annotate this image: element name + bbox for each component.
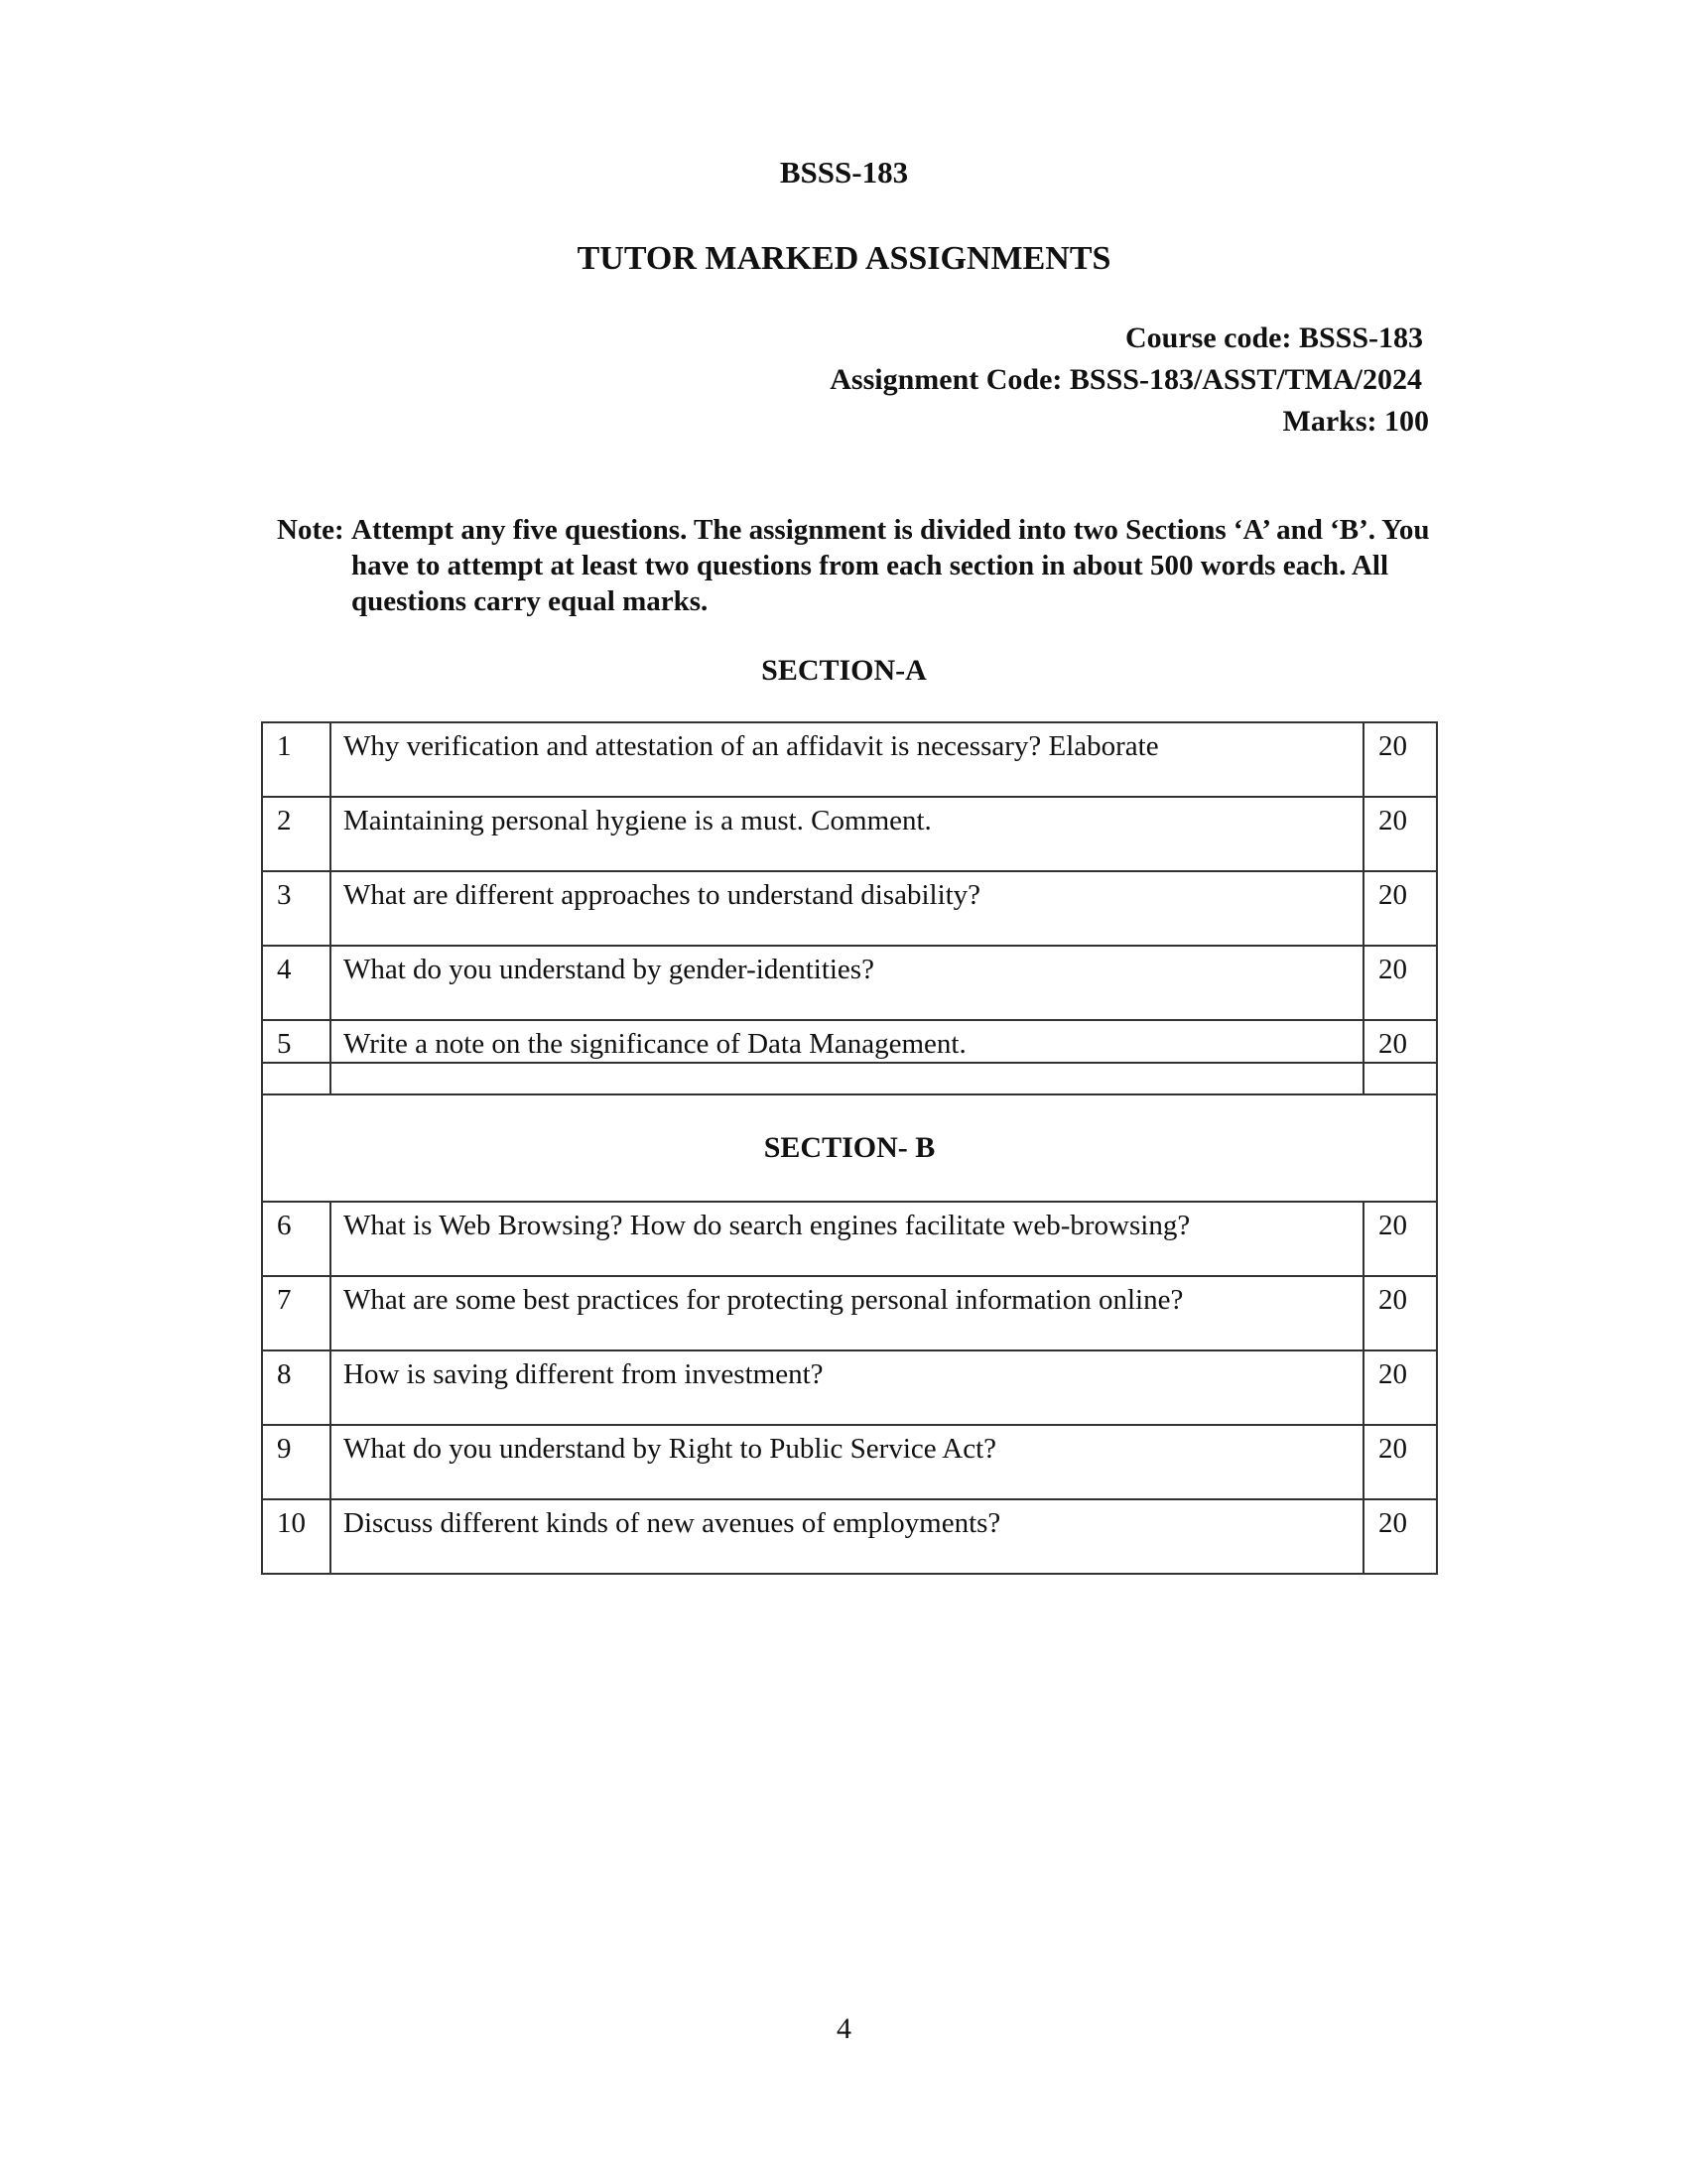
table-row — [262, 1499, 1437, 1574]
question-number: 9 — [262, 1425, 330, 1499]
empty-cell — [1363, 1063, 1437, 1094]
question-number: 1 — [262, 722, 330, 797]
empty-cell — [330, 1063, 1363, 1094]
course-code: Course code: BSSS-183 — [1124, 321, 1423, 354]
note-label: Note: — [277, 514, 344, 546]
section-b-title: SECTION- B — [262, 1094, 1437, 1202]
question-number: 7 — [262, 1276, 330, 1350]
section-header-row — [262, 1094, 1437, 1202]
question-text: Maintaining personal hygiene is a must. Comment. — [330, 797, 1363, 871]
page-title: TUTOR MARKED ASSIGNMENTS — [577, 240, 1111, 277]
page-number: 4 — [837, 2012, 851, 2045]
question-marks: 20 — [1363, 946, 1437, 1020]
note-text: Attempt any five questions. The assignment is divided into two Sections ‘A’ and ‘B’. You have to attempt at least two questions from each section in about 500 words each. All questions carry equal marks. — [351, 514, 1430, 617]
question-marks: 20 — [1363, 1020, 1437, 1063]
question-marks: 20 — [1363, 722, 1437, 797]
course-code-heading: BSSS-183 — [779, 155, 909, 190]
question-number: 3 — [262, 871, 330, 946]
question-number: 10 — [262, 1499, 330, 1574]
question-text: What are some best practices for protecting personal information online? — [330, 1276, 1363, 1350]
total-marks: Marks: 100 — [1282, 405, 1429, 438]
table-row — [262, 946, 1437, 1020]
table-row — [262, 1276, 1437, 1350]
question-text: What are different approaches to understand disability? — [330, 871, 1363, 946]
table-row — [262, 797, 1437, 871]
question-number: 8 — [262, 1350, 330, 1425]
empty-cell — [262, 1063, 330, 1094]
table-row — [262, 1020, 1437, 1063]
question-number: 4 — [262, 946, 330, 1020]
table-row — [262, 871, 1437, 946]
question-text: Write a note on the significance of Data Management. — [330, 1020, 1363, 1063]
question-text: How is saving different from investment? — [330, 1350, 1363, 1425]
question-marks: 20 — [1363, 871, 1437, 946]
table-row — [262, 1350, 1437, 1425]
table-row — [262, 1425, 1437, 1499]
section-a-title: SECTION-A — [761, 654, 927, 687]
question-text: What do you understand by Right to Public Service Act? — [330, 1425, 1363, 1499]
instructions-note — [277, 512, 1438, 619]
question-marks: 20 — [1363, 797, 1437, 871]
question-marks: 20 — [1363, 1499, 1437, 1574]
question-text: Why verification and attestation of an affidavit is necessary? Elaborate — [330, 722, 1363, 797]
question-text: What do you understand by gender-identities? — [330, 946, 1363, 1020]
table-row — [262, 722, 1437, 797]
question-text: What is Web Browsing? How do search engines facilitate web-browsing? — [330, 1202, 1363, 1276]
empty-row — [262, 1063, 1437, 1094]
question-text: Discuss different kinds of new avenues of employments? — [330, 1499, 1363, 1574]
question-number: 2 — [262, 797, 330, 871]
question-marks: 20 — [1363, 1202, 1437, 1276]
question-marks: 20 — [1363, 1276, 1437, 1350]
question-number: 6 — [262, 1202, 330, 1276]
questions-table — [261, 721, 1438, 1575]
assignment-code: Assignment Code: BSSS-183/ASST/TMA/2024 — [830, 363, 1422, 396]
question-marks: 20 — [1363, 1425, 1437, 1499]
table-row — [262, 1202, 1437, 1276]
question-number: 5 — [262, 1020, 330, 1063]
question-marks: 20 — [1363, 1350, 1437, 1425]
